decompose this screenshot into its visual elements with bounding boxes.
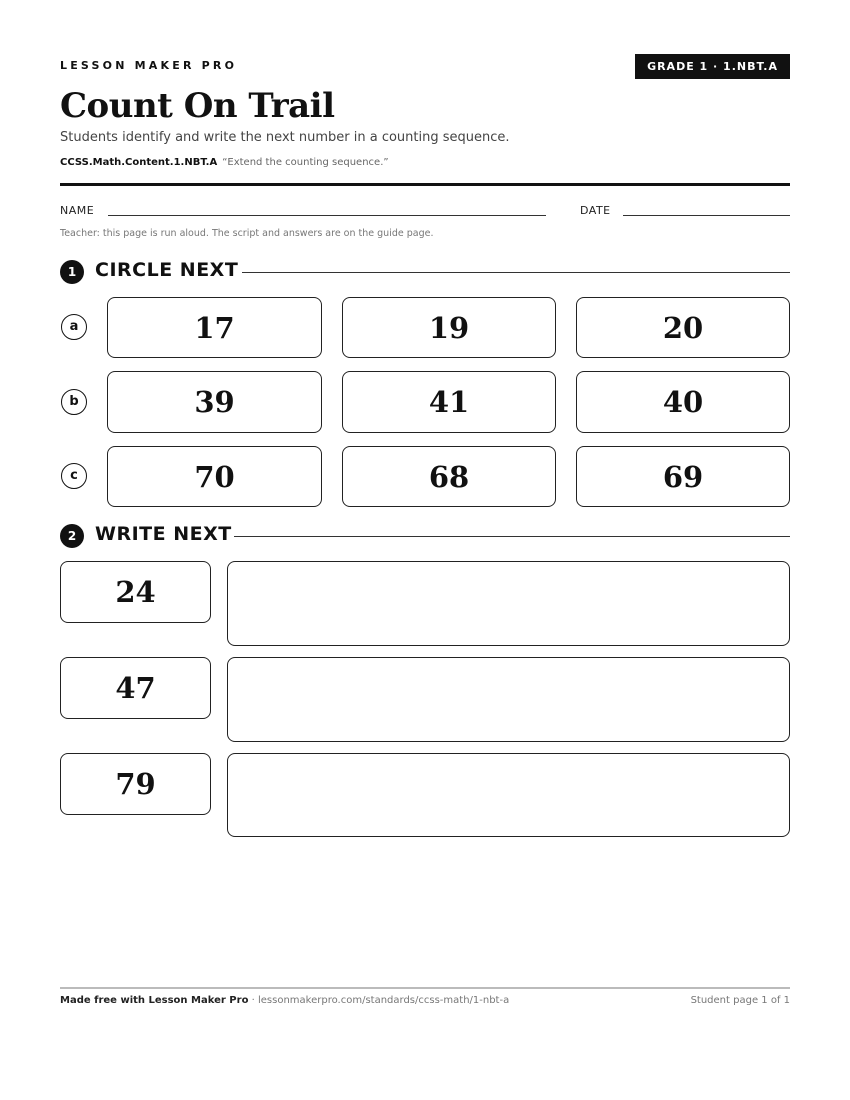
footer-divider (60, 987, 790, 989)
number-option[interactable]: 17 (107, 297, 322, 358)
section-divider (242, 272, 790, 273)
page-subtitle: Students identify and write the next number in a counting sequence. (60, 130, 510, 145)
name-label: NAME (60, 204, 95, 217)
number-option[interactable]: 20 (576, 297, 790, 358)
number-option[interactable]: 39 (107, 371, 322, 433)
date-field[interactable] (623, 215, 790, 216)
standard-line (60, 157, 389, 168)
teacher-note: Teacher: this page is run aloud. The script and answers are on the guide page. (60, 228, 434, 239)
number-option[interactable]: 19 (342, 297, 556, 358)
page-number: Student page 1 of 1 (690, 995, 790, 1006)
footer-credit (60, 995, 509, 1006)
footer-made-with: Made free with Lesson Maker Pro (60, 995, 249, 1006)
prompt-number-card: 47 (60, 657, 211, 719)
row-letter: a (61, 314, 87, 340)
number-option[interactable]: 68 (342, 446, 556, 507)
section-title: CIRCLE NEXT (95, 259, 239, 281)
row-letter: c (61, 463, 87, 489)
grade-badge: GRADE 1 · 1.NBT.A (635, 54, 790, 79)
row-letter: b (61, 389, 87, 415)
section-title: WRITE NEXT (95, 523, 232, 545)
header-divider (60, 183, 790, 186)
name-field[interactable] (108, 215, 546, 216)
date-label: DATE (580, 204, 611, 217)
answer-box[interactable] (227, 561, 790, 646)
answer-box[interactable] (227, 657, 790, 742)
page-title: Count On Trail (60, 86, 335, 126)
prompt-number-card: 24 (60, 561, 211, 623)
prompt-number-card: 79 (60, 753, 211, 815)
section-number-badge: 1 (60, 260, 84, 284)
section-divider (234, 536, 790, 537)
number-option[interactable]: 69 (576, 446, 790, 507)
number-option[interactable]: 70 (107, 446, 322, 507)
footer-url-link[interactable]: lessonmakerpro.com/standards/ccss-math/1-nbt-a (257, 995, 510, 1006)
footer-separator: · (248, 995, 258, 1006)
number-option[interactable]: 40 (576, 371, 790, 433)
standard-quote: “Extend the counting sequence.” (222, 157, 389, 168)
number-option[interactable]: 41 (342, 371, 556, 433)
section-number-badge: 2 (60, 524, 84, 548)
standard-code: CCSS.Math.Content.1.NBT.A (60, 157, 218, 168)
answer-box[interactable] (227, 753, 790, 837)
brand-name: LESSON MAKER PRO (60, 59, 238, 72)
